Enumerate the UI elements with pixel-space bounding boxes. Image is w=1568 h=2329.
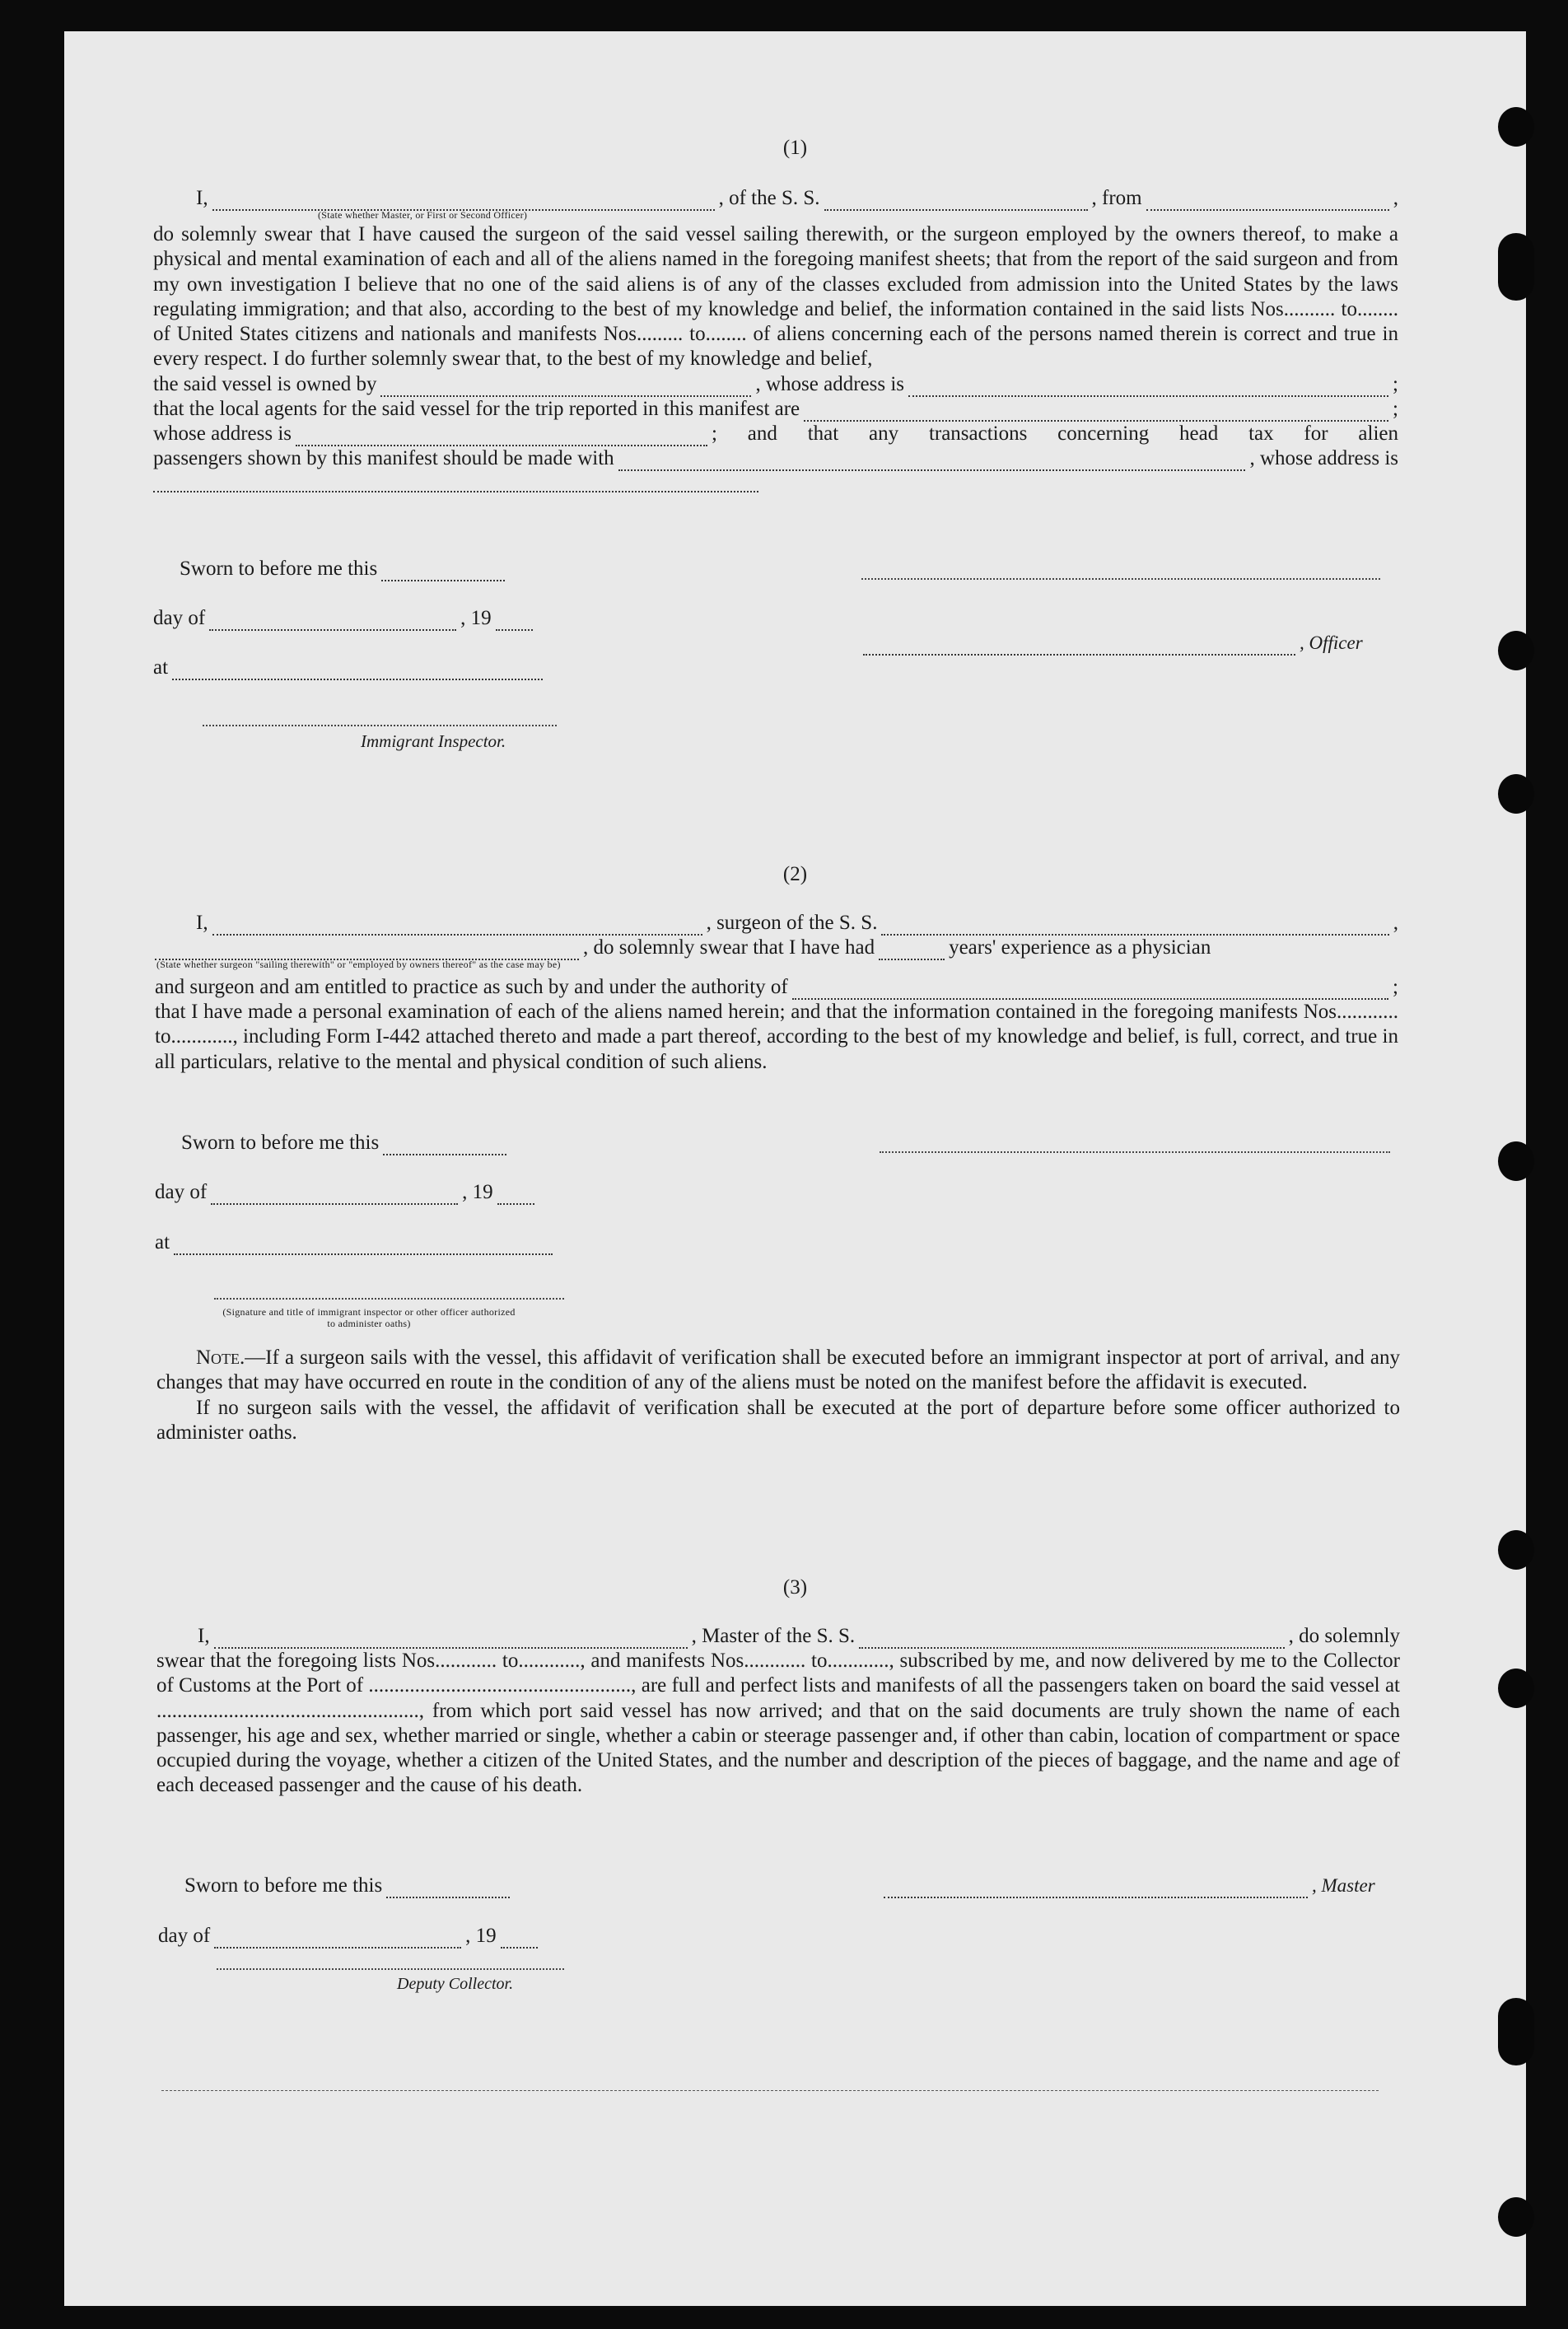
at-field[interactable]: [172, 662, 543, 680]
sworn-date-field[interactable]: [383, 1137, 506, 1155]
label-whose-address: , whose address is: [755, 372, 905, 395]
label-year: , 19: [462, 1181, 493, 1203]
at-row-1: [153, 656, 547, 680]
label-sworn: Sworn to before me this: [184, 1874, 383, 1897]
note-label: Note.: [196, 1347, 245, 1369]
year-field[interactable]: [496, 613, 533, 631]
label-day-of: day of: [155, 1181, 208, 1203]
local-agents-field[interactable]: [804, 404, 1388, 422]
officer-label: , Officer: [1300, 632, 1363, 653]
section-2: [155, 911, 1398, 1075]
surgeon-status-note: (State whether surgeon "sailing therewith" or "employed by owners thereof" as the case may be): [156, 959, 561, 970]
label-owned-by: the said vessel is owned by: [153, 372, 377, 395]
officer-row: [859, 631, 1363, 656]
section-3-number: (3): [782, 1576, 808, 1599]
punch-hole: [1498, 631, 1534, 670]
years-experience-field[interactable]: [879, 942, 945, 960]
year-field[interactable]: [501, 1930, 538, 1949]
at-row-2: [155, 1230, 557, 1255]
surgeon-name-field[interactable]: [212, 917, 702, 936]
label-at: at: [155, 1231, 170, 1253]
label-sworn: Sworn to before me this: [181, 1132, 380, 1154]
semicolon: ;: [1393, 976, 1398, 998]
note-text: —If a surgeon sails with the vessel, this affidavit of verification shall be executed before an immigrant inspector at port of arrival, and any changes that may have occurred en route in the condition of any of the aliens must be noted on the manifest before the affidavit is executed.: [156, 1347, 1400, 1394]
punch-hole: [1498, 233, 1534, 301]
label-year: , 19: [465, 1925, 497, 1947]
label-whose-address: , whose address is: [1249, 446, 1398, 469]
semicolon: ;: [1393, 397, 1398, 420]
section-1-number: (1): [782, 137, 808, 159]
section-3: [156, 1624, 1400, 1799]
agent-address-row: [153, 422, 1398, 446]
passengers-row: [153, 446, 1398, 471]
label-authority: and surgeon and am entitled to practice as such by and under the authority of: [155, 976, 788, 998]
label-do-swear: , do solemnly swear that I have had: [583, 936, 875, 959]
punch-hole: [1498, 1669, 1534, 1708]
vessel-name-field[interactable]: [824, 193, 1088, 211]
year-field[interactable]: [497, 1187, 534, 1205]
label-passengers: passengers shown by this manifest should be made with: [153, 446, 614, 469]
officer-name-field[interactable]: [212, 193, 715, 211]
deputy-signature-line[interactable]: [217, 1968, 564, 1970]
punch-hole: [1498, 774, 1534, 814]
local-agents-row: [153, 397, 1398, 422]
punch-hole: [1498, 1998, 1534, 2065]
officer-rank-note: (State whether Master, or First or Second Officer): [318, 209, 528, 221]
sworn-date-field[interactable]: [381, 563, 505, 581]
day-of-field[interactable]: [209, 613, 456, 631]
master-name-field[interactable]: [214, 1631, 688, 1649]
note-paragraph-2: If no surgeon sails with the vessel, the affidavit of verification shall be executed at the port of departure before some officer authorized to administer oaths.: [156, 1396, 1400, 1444]
surgeon-signature-line[interactable]: [880, 1151, 1390, 1153]
punch-hole: [1498, 2197, 1534, 2237]
section-2-number: (2): [782, 863, 808, 885]
sworn-row-3: [184, 1874, 514, 1898]
note-block: [156, 1346, 1400, 1445]
surgeon-status-field[interactable]: [155, 942, 579, 960]
section-1-line-1: [153, 186, 1398, 211]
label-local-agents: that the local agents for the said vessel for the trip reported in this manifest are: [153, 397, 800, 420]
immigrant-inspector-label: Immigrant Inspector.: [361, 731, 506, 751]
label-year: , 19: [460, 607, 492, 629]
owned-by-row: [153, 372, 1398, 397]
section-2-line-1: [155, 911, 1398, 936]
comma: ,: [1393, 187, 1398, 209]
day-of-row-1: [153, 606, 537, 631]
section-2-oath-text: that I have made a personal examination of each of the aliens named herein; and that the information contained in the foregoing manifests Nos............ to............, including Form I-442 attached thereto and made a part thereof, according to the best of my knowledge and belief, is full, correct, and true in all particulars, relative to the mental and physical condition of such aliens.: [155, 1001, 1398, 1073]
officer-signature-line[interactable]: [861, 578, 1380, 580]
day-of-field[interactable]: [214, 1930, 461, 1949]
label-of-ss: , of the S. S.: [718, 187, 820, 209]
inspector-signature-line[interactable]: [214, 1298, 564, 1300]
section-1: [153, 186, 1398, 492]
section-2-line-2: [155, 936, 1398, 960]
label-from: , from: [1091, 187, 1142, 209]
contact-address-field[interactable]: [153, 474, 758, 492]
day-of-row-2: [155, 1180, 539, 1205]
label-do-solemnly: , do solemnly: [1288, 1625, 1400, 1647]
label-surgeon-of: , surgeon of the S. S.: [706, 912, 878, 934]
at-field[interactable]: [174, 1237, 553, 1255]
owner-field[interactable]: [380, 379, 751, 397]
from-port-field[interactable]: [1146, 193, 1389, 211]
punch-hole: [1498, 1530, 1534, 1570]
label-head-tax: ; and that any transactions concerning head tax for alien: [712, 422, 1398, 445]
sworn-date-field[interactable]: [386, 1880, 510, 1898]
head-tax-contact-field[interactable]: [618, 453, 1246, 471]
label-day-of: day of: [153, 607, 206, 629]
contact-address-row: [153, 471, 1398, 492]
comma: ,: [1393, 912, 1398, 934]
inspector-signature-note: (Signature and title of immigrant inspector or other officer authorized to administer oaths): [222, 1306, 516, 1329]
master-signature-row: [880, 1874, 1375, 1898]
label-whose-address-is: whose address is: [153, 422, 292, 445]
master-signature-field[interactable]: [884, 1880, 1308, 1898]
punch-hole: [1498, 1141, 1534, 1181]
section-1-oath-text: do solemnly swear that I have caused the surgeon of the said vessel sailing therewith, or the surgeon employed by the owners thereof, to make a physical and mental examination of each and all of the aliens named in the foregoing manifest sheets; that from the report of the said surgeon and from my own investigation I believe that no one of the said aliens is of any of the classes excluded from admission into the United States by the laws regulating immigration; and that also, according to the best of my knowledge and belief, the information contained in the said lists Nos.......... to........ of United States citizens and nationals and manifests Nos......... to........ of aliens concerning each of the persons named therein is correct and true in every respect. I do further solemnly swear that, to the best of my knowledge and belief,: [153, 223, 1398, 371]
inspector-signature-line[interactable]: [203, 725, 557, 726]
sworn-row-2: [181, 1131, 511, 1155]
section-3-oath-text: swear that the foregoing lists Nos............ to............, and manifests Nos............ to............, subscribed by me, and now delivered by me to the Collector of Customs at the Port of ..................................................., are full and perfect lists and manifests of all the passengers taken on board the said vessel at ..................................................., from which port said vessel has now arrived; and that on the said documents are truly shown the name of each passenger, his age and sex, whether married or single, whether a cabin or steerage passenger and, if other than cabin, location of compartment or space occupied during the voyage, whether a citizen of the United States, and the number and description of the pieces of baggage, and the name and age of each deceased passenger and the cause of his death.: [156, 1650, 1400, 1797]
deputy-collector-label: Deputy Collector.: [397, 1975, 514, 1993]
label-i: I,: [198, 1625, 210, 1647]
label-years: years' experience as a physician: [949, 936, 1211, 959]
sworn-row-1: [180, 557, 509, 581]
label-i: I,: [196, 187, 208, 209]
bottom-rule: [161, 2090, 1379, 2091]
label-day-of: day of: [158, 1925, 211, 1947]
officer-signature-field[interactable]: [863, 637, 1295, 656]
label-i: I,: [196, 912, 208, 934]
authority-field[interactable]: [792, 982, 1388, 1000]
label-sworn: Sworn to before me this: [180, 558, 378, 580]
semicolon: ;: [1393, 372, 1398, 395]
note-paragraph: [156, 1346, 1400, 1396]
label-at: at: [153, 656, 169, 679]
authority-row: [155, 975, 1398, 1000]
form-page: [64, 31, 1526, 2306]
surgeon-vessel-field[interactable]: [881, 917, 1388, 936]
day-of-row-3: [158, 1924, 542, 1949]
agent-address-field[interactable]: [296, 428, 707, 446]
day-of-field[interactable]: [211, 1187, 458, 1205]
master-vessel-field[interactable]: [859, 1631, 1284, 1649]
section-3-line-1: [156, 1624, 1400, 1649]
master-label: , Master: [1312, 1875, 1375, 1896]
owner-address-field[interactable]: [908, 379, 1388, 397]
label-master-of: , Master of the S. S.: [691, 1625, 856, 1647]
